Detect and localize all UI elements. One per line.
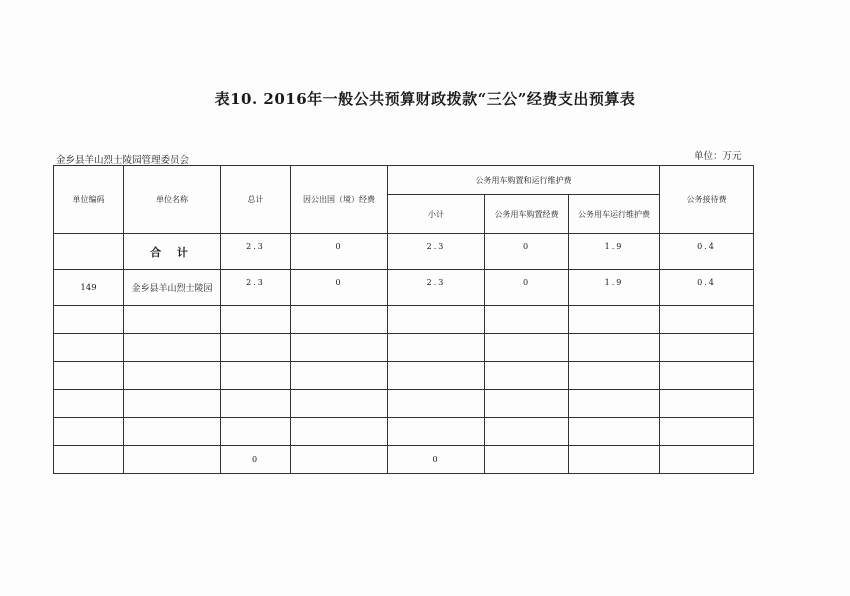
empty-row [54, 306, 754, 334]
header-vehicle-operation: 公务用车运行维护费 [569, 195, 660, 234]
last-subtotal: 0 [388, 446, 485, 474]
total-subtotal: 2.3 [388, 234, 485, 270]
org-name: 金乡县羊山烈士陵园管理委员会 [56, 155, 190, 166]
empty-row [54, 418, 754, 446]
row-total: 2.3 [221, 270, 291, 306]
header-unit-code: 单位编码 [54, 166, 124, 234]
row-subtotal: 2.3 [388, 270, 485, 306]
row-abroad: 0 [291, 270, 388, 306]
header-subtotal: 小计 [388, 195, 485, 234]
budget-table [53, 165, 754, 474]
total-code-cell [54, 234, 124, 270]
total-row [54, 234, 754, 270]
empty-row [54, 334, 754, 362]
total-vehicle-operation: 1.9 [569, 234, 660, 270]
row-reception: 0.4 [660, 270, 754, 306]
header-row-top [54, 166, 754, 195]
total-reception: 0.4 [660, 234, 754, 270]
header-total: 总计 [221, 166, 291, 234]
table-row [54, 270, 754, 306]
empty-row [54, 390, 754, 418]
total-total: 2.3 [221, 234, 291, 270]
unit-label: 单位：万元 [694, 151, 742, 162]
row-vehicle-operation: 1.9 [569, 270, 660, 306]
header-vehicle-group: 公务用车购置和运行维护费 [388, 166, 660, 195]
header-reception: 公务接待费 [660, 166, 754, 234]
row-code: 149 [54, 270, 124, 306]
total-abroad: 0 [291, 234, 388, 270]
total-vehicle-purchase: 0 [485, 234, 569, 270]
empty-row [54, 362, 754, 390]
header-unit-name: 单位名称 [124, 166, 221, 234]
total-label: 合 计 [124, 234, 221, 270]
last-row [54, 446, 754, 474]
page-title: 表10. 2016年一般公共预算财政拨款“三公”经费支出预算表 [214, 90, 636, 108]
row-vehicle-purchase: 0 [485, 270, 569, 306]
header-vehicle-purchase: 公务用车购置经费 [485, 195, 569, 234]
header-abroad: 因公出国（境）经费 [291, 166, 388, 234]
last-total: 0 [221, 446, 291, 474]
row-name: 金乡县羊山烈士陵园 [124, 270, 221, 306]
